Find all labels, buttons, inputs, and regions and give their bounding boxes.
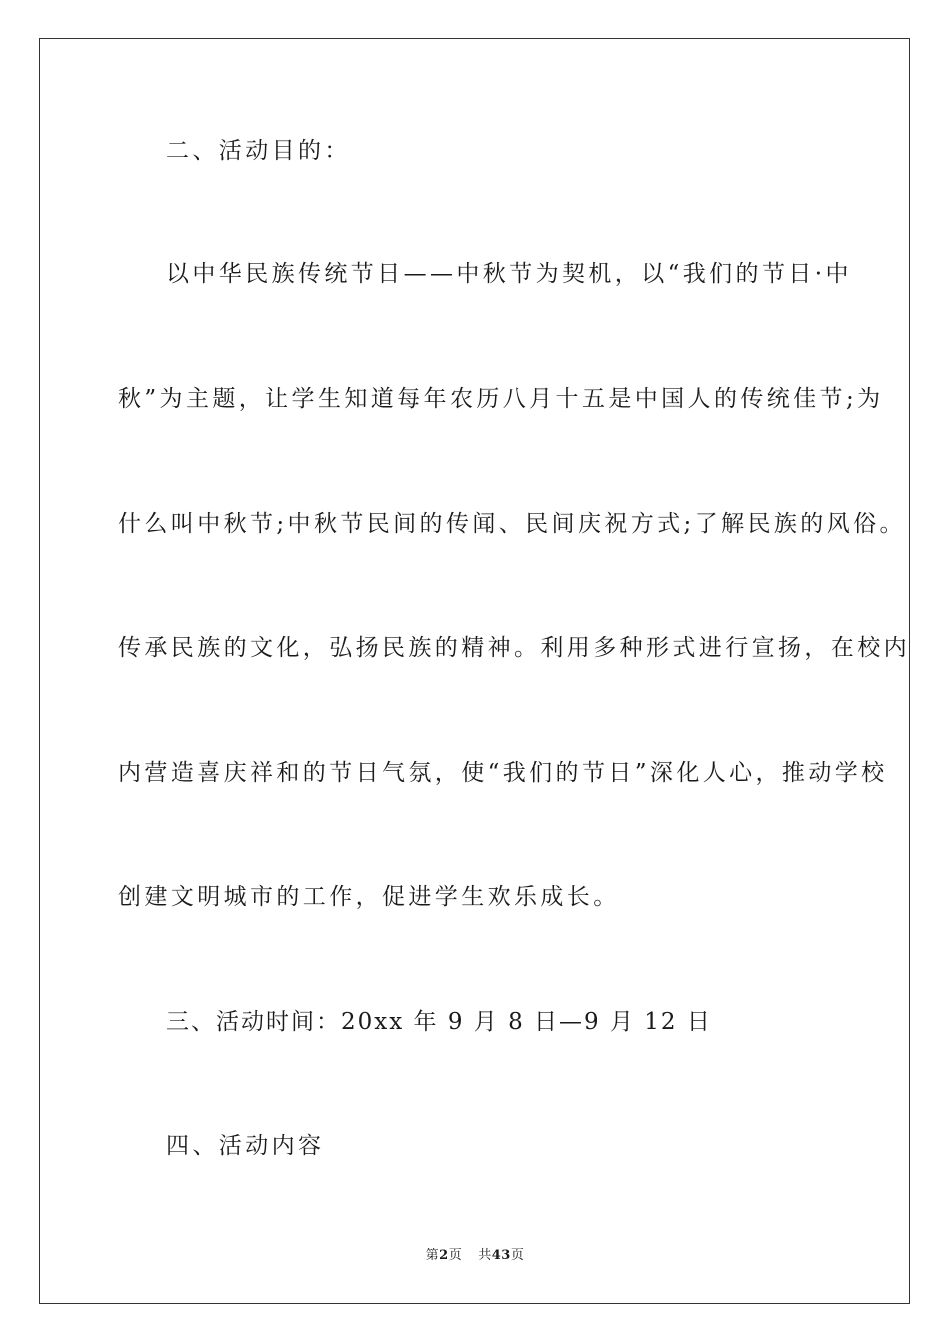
paragraph-line: 内营造喜庆祥和的节日气氛，使“我们的节日”深化人心，推动学校	[118, 760, 888, 786]
footer-page-prefix: 第	[425, 1248, 440, 1263]
paragraph-line: 创建文明城市的工作，促进学生欢乐成长。	[118, 884, 620, 910]
paragraph-line: 秋”为主题，让学生知道每年农历八月十五是中国人的传统佳节;为	[118, 386, 884, 412]
paragraph-line: 什么叫中秋节;中秋节民间的传闻、民间庆祝方式;了解民族的风俗。	[118, 511, 906, 537]
footer-total-suffix: 页	[510, 1248, 525, 1263]
footer-total-prefix: 共	[478, 1248, 492, 1263]
paragraph-line: 以中华民族传统节日——中秋节为契机，以“我们的节日·中	[166, 261, 852, 287]
section-heading-time: 三、活动时间：20xx 年 9 月 8 日—9 月 12 日	[166, 1009, 712, 1035]
page-footer	[0, 1248, 950, 1264]
footer-page-current: 2	[439, 1248, 449, 1263]
section-heading-purpose: 二、活动目的：	[166, 138, 351, 164]
page-frame	[39, 38, 910, 1304]
footer-page-suffix: 页	[448, 1248, 463, 1263]
footer-page-total: 43	[491, 1248, 511, 1263]
paragraph-line: 传承民族的文化，弘扬民族的精神。利用多种形式进行宣扬，在校内	[118, 635, 910, 661]
section-heading-content: 四、活动内容	[166, 1133, 325, 1159]
